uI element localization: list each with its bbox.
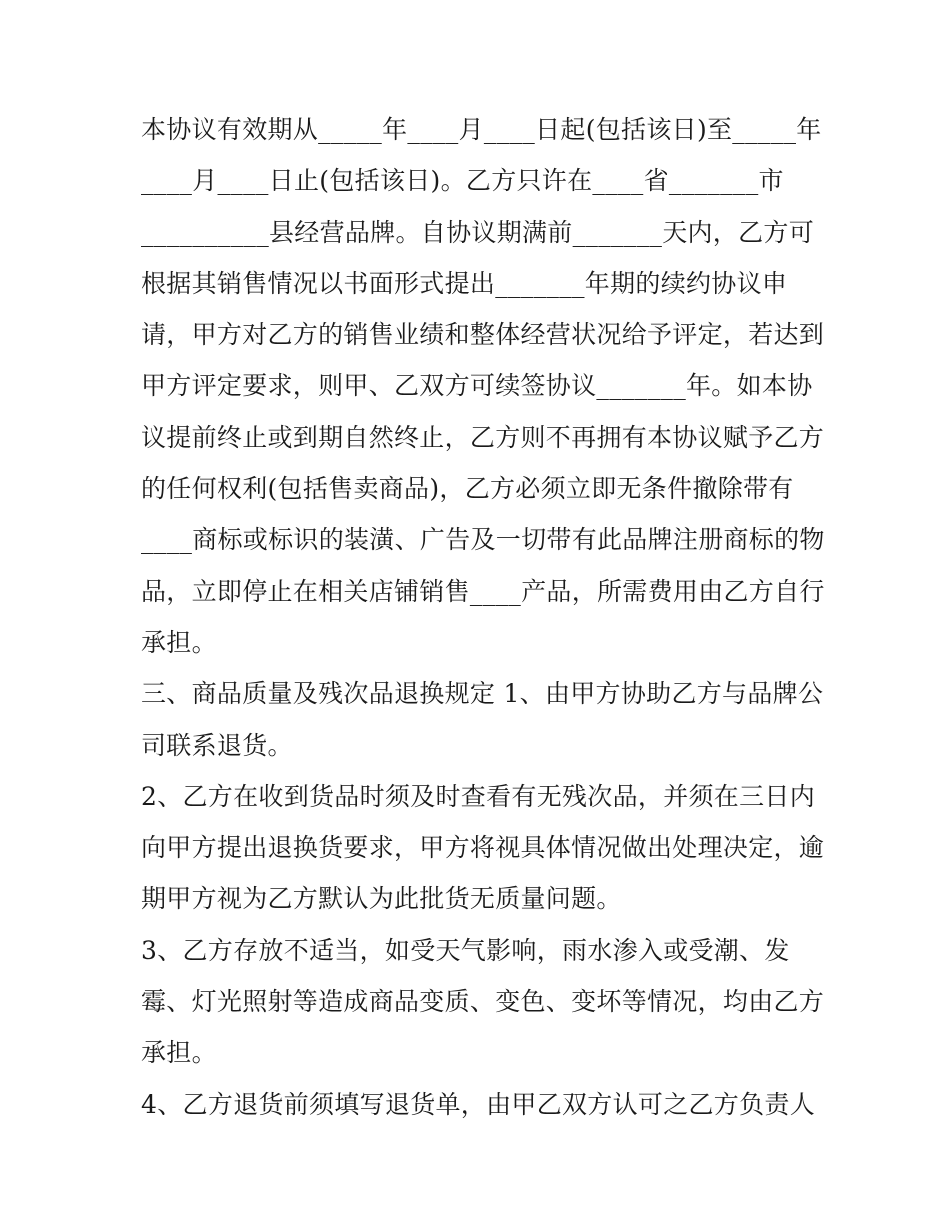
- clause-2-line: 2、乙方在收到货品时须及时查看有无残次品，并须在三日内: [141, 781, 816, 811]
- text-line: __________县经营品牌。自协议期满前_______天内，乙方可: [141, 217, 815, 247]
- text-line: 霉、灯光照射等造成商品变质、变色、变坏等情况，均由乙方: [141, 987, 825, 1017]
- text-line: 承担。: [141, 1038, 217, 1068]
- text-line: ____商标或标识的装潢、广告及一切带有此品牌注册商标的物: [141, 525, 825, 555]
- text-line: 甲方评定要求，则甲、乙双方可续签协议_______年。如本协: [141, 371, 813, 401]
- text-line: 期甲方视为乙方默认为此批货无质量问题。: [141, 884, 622, 914]
- text-line: 本协议有效期从_____年____月____日起(包括该日)至_____年: [141, 115, 822, 144]
- section-heading-line: 三、商品质量及残次品退换规定 1、由甲方协助乙方与品牌公: [141, 679, 824, 709]
- clause-4-line: 4、乙方退货前须填写退货单，由甲乙双方认可之乙方负责人: [141, 1089, 816, 1119]
- text-line: 根据其销售情况以书面形式提出_______年期的续约协议申: [141, 268, 788, 298]
- text-line: 的任何权利(包括售卖商品)，乙方必须立即无条件撤除带有: [141, 474, 794, 504]
- text-line: 承担。: [141, 627, 217, 657]
- text-line: 请，甲方对乙方的销售业绩和整体经营状况给予评定，若达到: [141, 320, 825, 350]
- text-line: 议提前终止或到期自然终止，乙方则不再拥有本协议赋予乙方: [141, 422, 825, 452]
- text-line: 品，立即停止在相关店铺销售____产品，所需费用由乙方自行: [141, 576, 825, 606]
- text-line: ____月____日止(包括该日)。乙方只许在____省_______市: [141, 166, 784, 196]
- text-line: 向甲方提出退换货要求，甲方将视具体情况做出处理决定，逾: [141, 833, 825, 863]
- clause-3-line: 3、乙方存放不适当，如受天气影响，雨水渗入或受潮、发: [141, 935, 790, 965]
- document-body: [141, 104, 825, 1130]
- text-line: 司联系退货。: [141, 730, 293, 760]
